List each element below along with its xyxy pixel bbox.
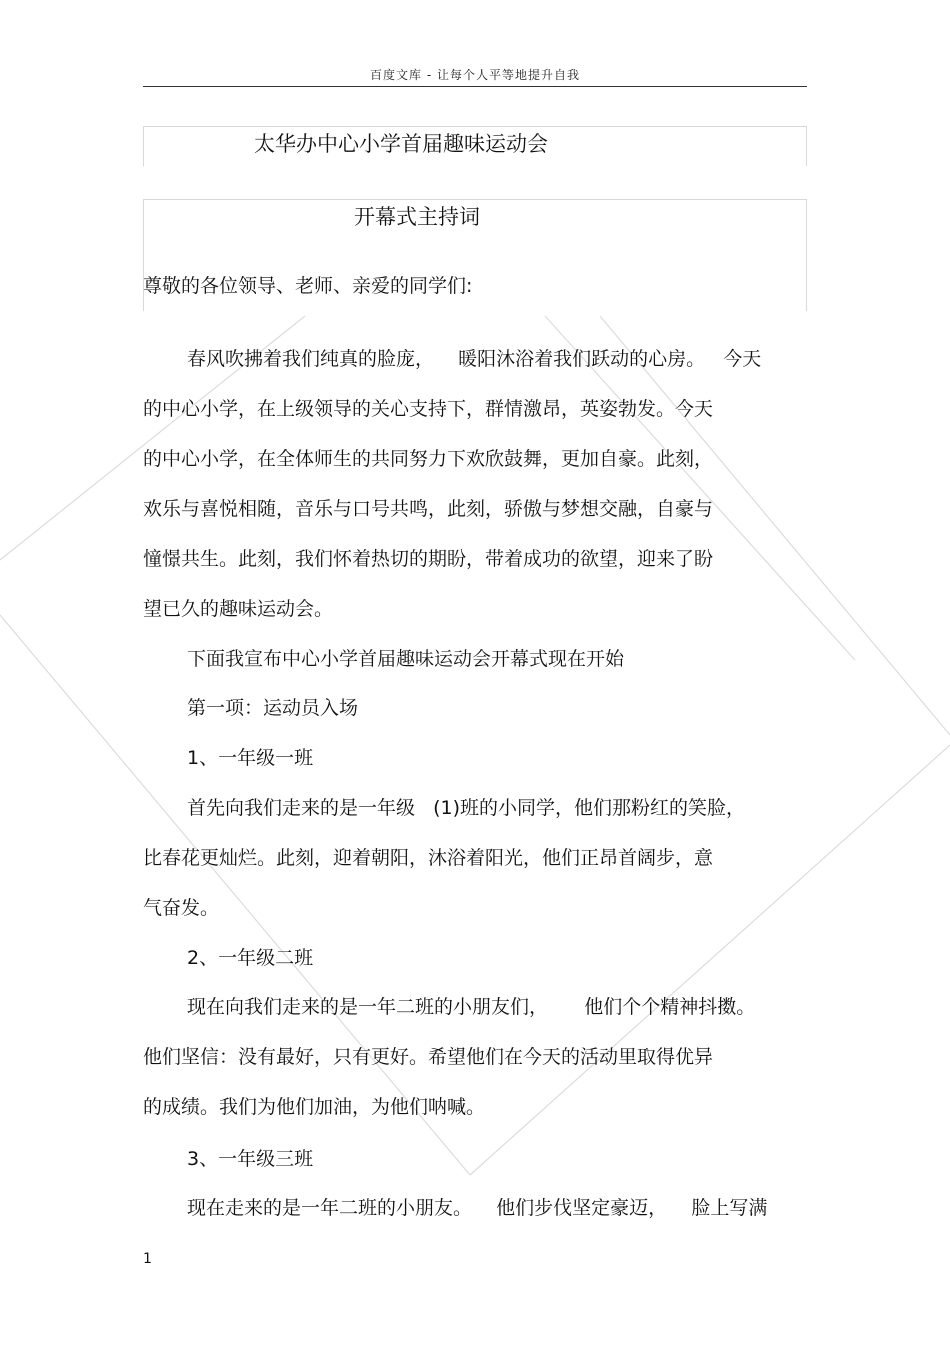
paragraph-line: 憧憬共生。此刻，我们怀着热切的期盼，带着成功的欲望，迎来了盼 bbox=[143, 548, 714, 570]
salutation: 尊敬的各位领导、老师、亲爱的同学们: bbox=[143, 275, 473, 297]
header-text: 百度文库 - 让每个人平等地提升自我 bbox=[370, 68, 580, 82]
class-heading: 3、一年级三班 bbox=[187, 1148, 314, 1170]
paragraph-line: 首先向我们走来的是一年级 (1)班的小同学，他们那粉红的笑脸， bbox=[187, 797, 746, 819]
class-heading: 1、一年级一班 bbox=[187, 747, 314, 769]
section-heading: 第一项：运动员入场 bbox=[187, 697, 359, 719]
paragraph-line: 现在走来的是一年二班的小朋友。 他们步伐坚定豪迈， 脸上写满 bbox=[187, 1197, 768, 1219]
paragraph-line: 他们坚信：没有最好，只有更好。希望他们在今天的活动里取得优异 bbox=[143, 1046, 714, 1068]
class-heading: 2、一年级二班 bbox=[187, 947, 314, 969]
document-title: 太华办中心小学首届趣味运动会 bbox=[254, 132, 548, 156]
paragraph-line: 望已久的趣味运动会。 bbox=[143, 598, 334, 620]
header-rule bbox=[143, 86, 807, 87]
watermark-line bbox=[600, 316, 950, 735]
paragraph-line: 欢乐与喜悦相随，音乐与口号共鸣，此刻，骄傲与梦想交融，自豪与 bbox=[143, 498, 714, 520]
paragraph-line: 气奋发。 bbox=[143, 897, 220, 919]
paragraph-line: 的中心小学，在全体师生的共同努力下欢欣鼓舞，更加自豪。此刻， bbox=[143, 448, 714, 470]
document-subtitle: 开幕式主持词 bbox=[354, 205, 480, 229]
page-number: 1 bbox=[143, 1251, 152, 1267]
paragraph-line: 下面我宣布中心小学首届趣味运动会开幕式现在开始 bbox=[187, 648, 625, 670]
paragraph-line: 的成绩。我们为他们加油，为他们呐喊。 bbox=[143, 1096, 486, 1118]
paragraph-line: 比春花更灿烂。此刻，迎着朝阳，沐浴着阳光，他们正昂首阔步，意 bbox=[143, 847, 714, 869]
paragraph-line: 的中心小学，在上级领导的关心支持下，群情激昂，英姿勃发。今天 bbox=[143, 398, 714, 420]
paragraph-line: 现在向我们走来的是一年二班的小朋友们， 他们个个精神抖擞。 bbox=[187, 996, 756, 1018]
paragraph-line: 春风吹拂着我们纯真的脸庞， 暖阳沐浴着我们跃动的心房。 今天 bbox=[187, 348, 762, 370]
